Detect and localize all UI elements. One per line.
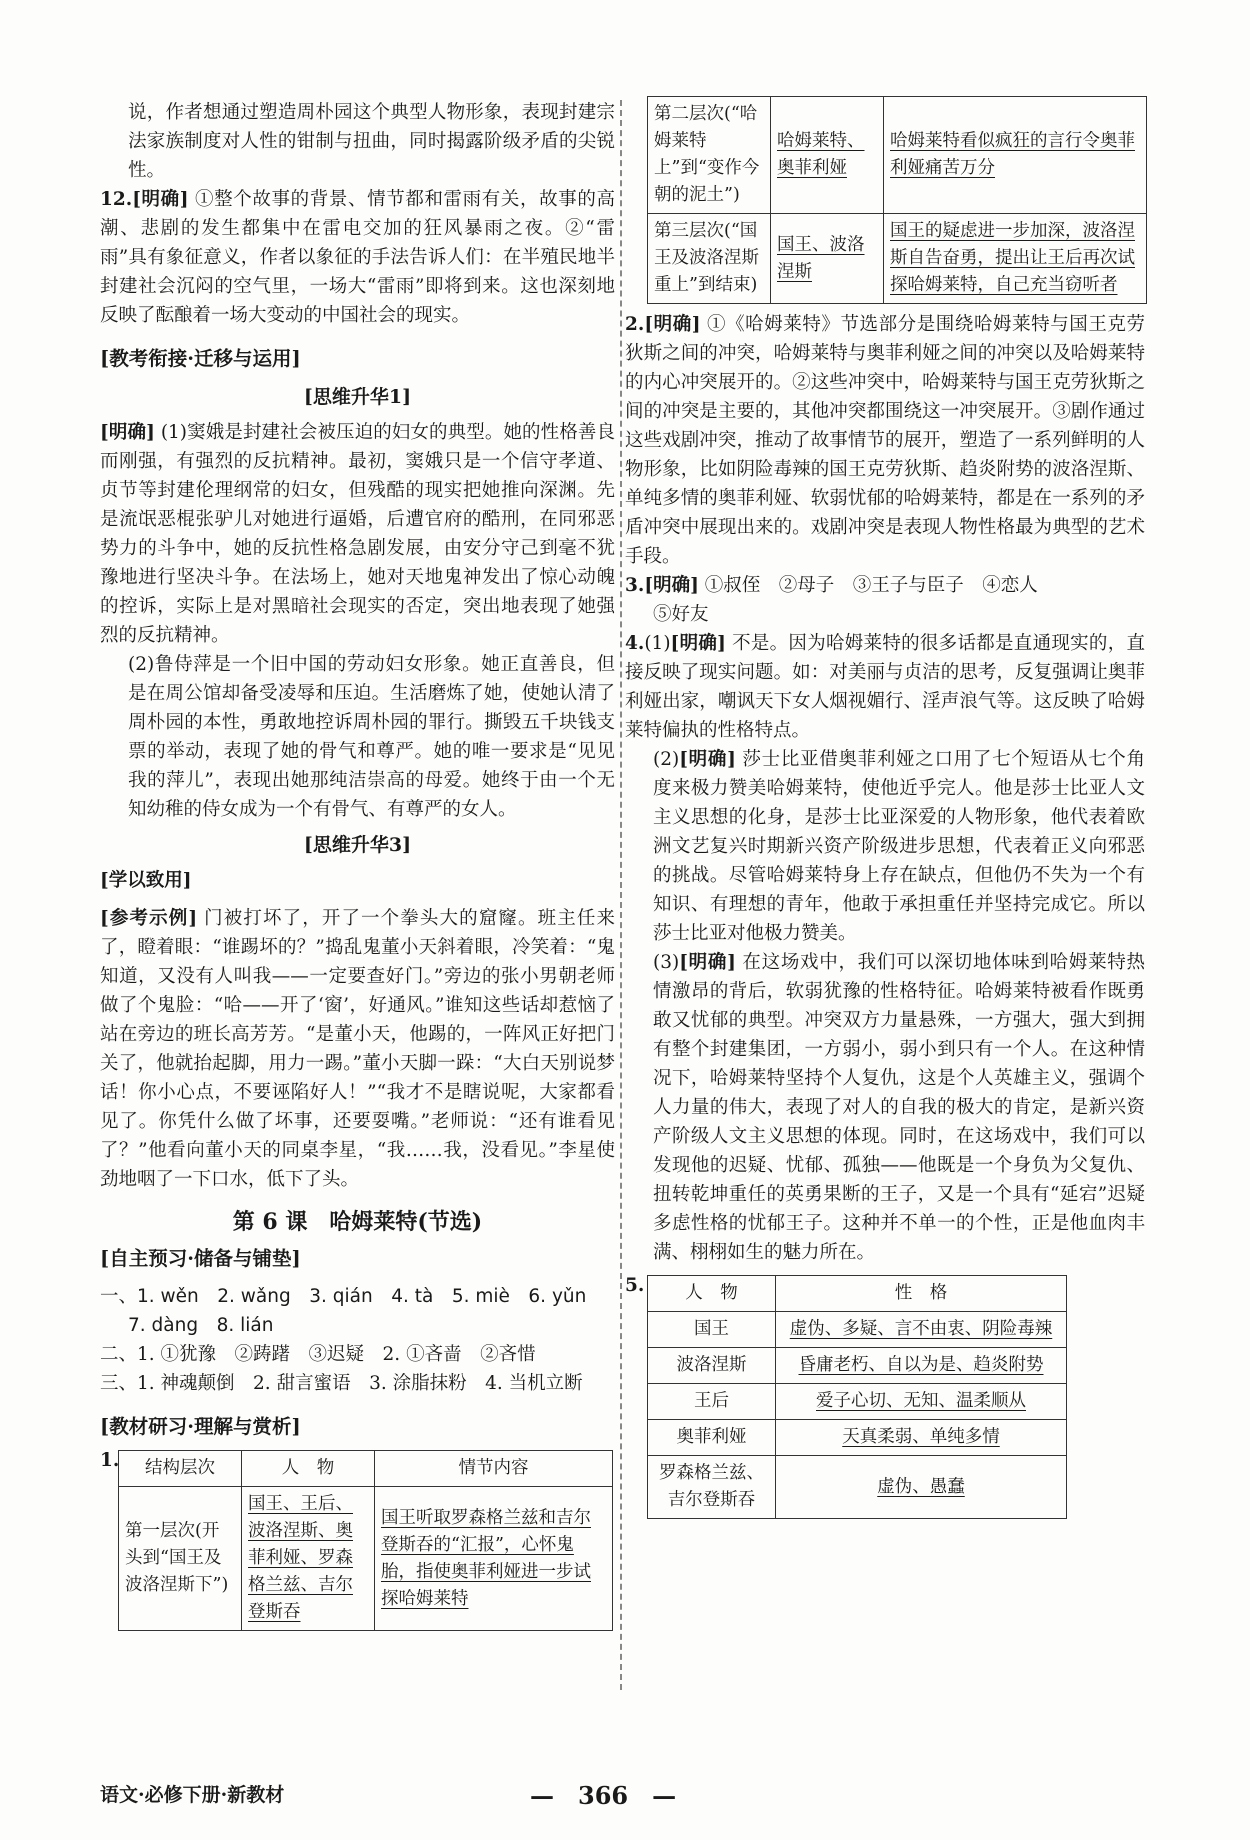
q4-1	[625, 629, 1145, 745]
table-row	[119, 1487, 613, 1631]
table-5-wrapper	[625, 1275, 1145, 1519]
q4-2	[625, 745, 1145, 948]
column-divider	[620, 100, 622, 1690]
pinyin-line-1: 一、1. wěn 2. wǎng 3. qián 4. tà 5. miè 6. yǔn	[100, 1286, 587, 1307]
q4-1-text: 不是。因为哈姆莱特的很多话都是直通现实的，直接反映了现实问题。如：对美丽与贞洁的思考，反复强调让奥菲利娅出家，嘲讽天下女人烟视媚行、淫声浪气等。这反映了哈姆莱特偏执的性格特点。	[625, 633, 1145, 741]
q12-number: 12.	[100, 189, 133, 210]
q3-text: ①叔侄 ②母子 ③王子与臣子 ④恋人	[698, 575, 1038, 596]
table-header: 人 物	[648, 1276, 776, 1312]
table-header: 人 物	[242, 1451, 375, 1487]
subheading-siwei-3: [思维升华3]	[303, 834, 412, 856]
table-cell: 爱子心切、无知、温柔顺从	[776, 1384, 1067, 1420]
q2	[625, 310, 1145, 571]
table-1-number: 1.	[100, 1450, 120, 1471]
q4-1-label: (1)	[644, 633, 671, 654]
table-row	[648, 1456, 1067, 1519]
table-cell: 罗森格兰兹、吉尔登斯吞	[648, 1456, 776, 1519]
q4-number: 4.	[625, 633, 645, 654]
section-heading-jiaokao: [教考衔接·迁移与运用]	[100, 347, 301, 370]
table-cell: 虚伪、愚蠢	[776, 1456, 1067, 1519]
answers-line-3: 三、1. 神魂颠倒 2. 甜言蜜语 3. 涂脂抹粉 4. 当机立断	[100, 1373, 583, 1394]
table-cell: 虚伪、多疑、言不由衷、阴险毒辣	[776, 1312, 1067, 1348]
table-header-row	[648, 1276, 1067, 1312]
table-cell: 哈姆莱特看似疯狂的言行令奥菲利娅痛苦万分	[884, 97, 1147, 214]
q12-text: ①整个故事的背景、情节都和雷雨有关，故事的高潮、悲剧的发生都集中在雷电交加的狂风暴雨之夜。②“雷雨”具有象征意义，作者以象征的手法告诉人们：在半殖民地半封建社会沉闷的空气里，一场大“雷雨”即将到来。这也深刻地反映了酝酿着一场大变动的中国社会的现实。	[100, 189, 615, 326]
section-heading-yanxi: [教材研习·理解与赏析]	[100, 1415, 301, 1438]
example-answer	[100, 904, 615, 1194]
q4-tag: [明确]	[679, 749, 736, 770]
q2-number: 2.	[625, 314, 645, 335]
q4-3-text: 在这场戏中，我们可以深切地体味到哈姆莱特热情激昂的背后，软弱犹豫的性格特征。哈姆莱特被看作既勇敢又忧郁的典型。冲突双方力量悬殊，一方强大，强大到拥有整个封建集团，一方弱小，弱小到只有一个人。在这种情况下，哈姆莱特坚持个人复仇，这是个人英雄主义，强调个人力量的伟大，表现了对人的自我的极大的肯定，是新兴资产阶级人文主义思想的体现。同时，在这场戏中，我们可以发现他的迟疑、忧郁、孤独——他既是一个身负为父复仇、扭转乾坤重任的英勇果断的王子，又是一个具有“延宕”迟疑多虑性格的忧郁王子。这种并不单一的个性，正是他血肉丰满、栩栩如生的魅力所在。	[653, 952, 1145, 1263]
example-tag: [参考示例]	[100, 908, 198, 929]
structure-table-continued	[647, 96, 1147, 304]
q12-tag: [明确]	[132, 189, 189, 210]
q4-2-text: 莎士比亚借奥菲利娅之口用了七个短语从七个角度来极力赞美哈姆莱特，使他近乎完人。他是莎士比亚人文主义思想的化身，是莎士比亚深爱的人物形象，他代表着欧洲文艺复兴时期新兴资产阶级进步思想，代表着正义向邪恶的挑战。尽管哈姆莱特身上存在缺点，但他仍不失为一个有知识、有理想的青年，他敢于承担重任并坚持完成它。所以莎士比亚对他极力赞美。	[653, 749, 1145, 944]
table-row	[648, 1420, 1067, 1456]
table-row	[648, 1348, 1067, 1384]
subheading-siwei-1: [思维升华1]	[303, 386, 412, 408]
table-cell: 国王的疑虑进一步加深，波洛涅斯自告奋勇，提出让王后再次试探哈姆莱特，自己充当窃听者	[884, 214, 1147, 304]
q3-line2: ⑤好友	[653, 604, 709, 625]
q4-tag: [明确]	[679, 952, 736, 973]
table-cell: 王后	[648, 1384, 776, 1420]
table-5-number: 5.	[625, 1275, 645, 1296]
table-cell: 奥菲利娅	[648, 1420, 776, 1456]
answer-1-p1	[100, 418, 615, 650]
table-cell: 国王	[648, 1312, 776, 1348]
table-header: 情节内容	[375, 1451, 613, 1487]
table-header: 结构层次	[119, 1451, 242, 1487]
table-cell: 第一层次(开头到“国王及波洛涅斯下”)	[119, 1487, 242, 1631]
table-cell: 波洛涅斯	[648, 1348, 776, 1384]
right-column	[625, 96, 1145, 1519]
left-column	[100, 98, 615, 1631]
q4-2-label: (2)	[653, 749, 680, 770]
page-footer	[100, 1780, 1145, 1810]
q3-number: 3.	[625, 575, 645, 596]
lesson-title: 第 6 课 哈姆莱特(节选)	[232, 1209, 483, 1235]
table-row	[648, 1384, 1067, 1420]
book-title: 语文·必修下册·新教材	[100, 1784, 285, 1806]
structure-table	[118, 1450, 613, 1631]
table-cell: 昏庸老朽、自以为是、趋炎附势	[776, 1348, 1067, 1384]
pinyin-line-2: 7. dàng 8. lián	[128, 1315, 274, 1336]
q11-continuation: 说，作者想通过塑造周朴园这个典型人物形象，表现封建宗法家族制度对人性的钳制与扭曲，同时揭露阶级矛盾的尖锐性。	[128, 102, 615, 181]
character-table	[647, 1275, 1067, 1519]
table-row	[648, 214, 1147, 304]
table-row	[648, 97, 1147, 214]
table-cell: 国王听取罗森格兰兹和吉尔登斯吞的“汇报”，心怀鬼胎，指使奥菲利娅进一步试探哈姆莱特	[375, 1487, 613, 1631]
table-cell: 哈姆莱特、奥菲利娅	[771, 97, 884, 214]
table-row	[648, 1312, 1067, 1348]
table-1-wrapper	[100, 1450, 615, 1631]
table-header-row	[119, 1451, 613, 1487]
q2-tag: [明确]	[644, 314, 701, 335]
table-cell: 第二层次(“哈姆莱特上”到“变作今朝的泥土”)	[648, 97, 771, 214]
table-cell: 国王、王后、波洛涅斯、奥菲利娅、罗森格兰兹、吉尔登斯吞	[242, 1487, 375, 1631]
page-number: — 366 —	[530, 1781, 677, 1810]
q4-tag: [明确]	[670, 633, 726, 654]
q2-text: ①《哈姆莱特》节选部分是围绕哈姆莱特与国王克劳狄斯之间的冲突，哈姆莱特与奥菲利娅之间的冲突以及哈姆莱特的内心冲突展开的。②这些冲突中，哈姆莱特与国王克劳狄斯之间的冲突是主要的，其他冲突都围绕这一冲突展开。③剧作通过这些戏剧冲突，推动了故事情节的展开，塑造了一系列鲜明的人物形象，比如阴险毒辣的国王克劳狄斯、趋炎附势的波洛涅斯、单纯多情的奥菲利娅、软弱忧郁的哈姆莱特，都是在一系列的矛盾冲突中展现出来的。戏剧冲突是表现人物性格最为典型的艺术手段。	[625, 314, 1145, 567]
answer-1-p2: (2)鲁侍萍是一个旧中国的劳动妇女形象。她正直善良，但是在周公馆却备受凌辱和压迫。生活磨炼了她，使她认清了周朴园的本性，勇敢地控诉周朴园的罪行。撕毁五千块钱支票的举动，表现了她的骨气和尊严。她的唯一要求是“见见我的萍儿”，表现出她那纯洁崇高的母爱。她终于由一个无知幼稚的侍女成为一个有骨气、有尊严的女人。	[128, 654, 615, 820]
q3	[625, 571, 1145, 600]
answer-1-tag: [明确]	[100, 422, 155, 443]
table-cell: 第三层次(“国王及波洛涅斯重上”到结束)	[648, 214, 771, 304]
table-cell: 天真柔弱、单纯多情	[776, 1420, 1067, 1456]
example-text: 门被打坏了，开了一个拳头大的窟窿。班主任来了，瞪着眼：“谁踢坏的？”捣乱鬼董小天斜着眼，冷笑着：“鬼知道，又没有人叫我——一定要查好门。”旁边的张小男朝老师做了个鬼脸：“哈——开了‘窗’，好通风。”谁知这些话却惹恼了站在旁边的班长高芳芳。“是董小天，他踢的，一阵风正好把门关了，他就抬起脚，用力一踢。”董小天脚一跺：“大白天别说梦话！你小心点，不要诬陷好人！”“我才不是瞎说呢，大家都看见了。你凭什么做了坏事，还要耍嘴。”老师说：“还有谁看见了？”他看向董小天的同桌李星，“我……我，没看见。”李星使劲地咽了一下口水，低下了头。	[100, 908, 615, 1190]
answers-line-2: 二、1. ①犹豫 ②踌躇 ③迟疑 2. ①吝啬 ②吝惜	[100, 1344, 536, 1365]
section-heading-yuxi: [自主预习·储备与铺垫]	[100, 1247, 301, 1270]
q4-3	[625, 948, 1145, 1267]
answer-1-text: (1)窦娥是封建社会被压迫的妇女的典型。她的性格善良而刚强，有强烈的反抗精神。最初，窦娥只是一个信守孝道、贞节等封建伦理纲常的妇女，但残酷的现实把她推向深渊。先是流氓恶棍张驴儿对她进行逼婚，后遭官府的酷刑，在同邪恶势力的斗争中，她的反抗性格急剧发展，由安分守己到毫不犹豫地进行坚决斗争。在法场上，她对天地鬼神发出了惊心动魄的控诉，实际上是对黑暗社会现实的否定，突出地表现了她强烈的反抗精神。	[100, 422, 615, 646]
q12	[100, 185, 615, 330]
q4-3-label: (3)	[653, 952, 680, 973]
table-header: 性 格	[776, 1276, 1067, 1312]
subheading-xueyizhiyong: [学以致用]	[100, 870, 192, 891]
q3-tag: [明确]	[644, 575, 699, 596]
table-cell: 国王、波洛涅斯	[771, 214, 884, 304]
